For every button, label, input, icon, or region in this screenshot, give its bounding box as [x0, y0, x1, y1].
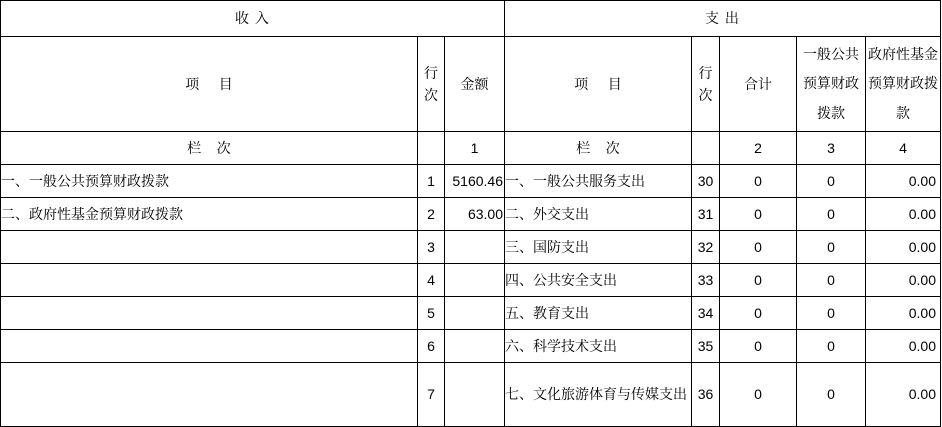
income-row-no-label: 行次 [424, 64, 438, 103]
table-row-row-no: 5 [418, 297, 445, 330]
table-row-income-item: 一、一般公共预算财政拨款 [0, 165, 418, 198]
column-label-2: 栏 次 [505, 132, 692, 165]
table-row-row-no-2: 30 [692, 165, 720, 198]
table-row-row-no-2: 32 [692, 231, 720, 264]
table-row-expense-item: 七、文化旅游体育与传媒支出 [505, 363, 692, 427]
table-row-expense-item: 一、一般公共服务支出 [505, 165, 692, 198]
table-row-general: 0 [797, 297, 866, 330]
table-row-amount: 5160.46 [445, 165, 505, 198]
column-row-blank [418, 132, 445, 165]
column-row-blank-2 [692, 132, 720, 165]
table-row-amount [445, 231, 505, 264]
table-row-fund: 0.00 [866, 165, 941, 198]
table-row-income-item: 二、政府性基金预算财政拨款 [0, 198, 418, 231]
table-row-total: 0 [720, 198, 797, 231]
total-col-no: 2 [720, 132, 797, 165]
table-row-row-no-2: 31 [692, 198, 720, 231]
table-row-row-no: 3 [418, 231, 445, 264]
table-row-general: 0 [797, 264, 866, 297]
table-row-income-item [0, 231, 418, 264]
income-row-no-header [418, 37, 445, 132]
table-row-expense-item: 二、外交支出 [505, 198, 692, 231]
table-row-row-no-2: 36 [692, 363, 720, 427]
table-row-fund: 0.00 [866, 297, 941, 330]
table-row-row-no-2: 33 [692, 264, 720, 297]
column-label: 栏 次 [0, 132, 418, 165]
expense-row-no-header [692, 37, 720, 132]
table-row-expense-item: 三、国防支出 [505, 231, 692, 264]
expense-header: 支 出 [505, 0, 941, 37]
table-row-amount: 63.00 [445, 198, 505, 231]
expense-item-header: 项 目 [505, 37, 692, 132]
table-row-income-item [0, 264, 418, 297]
fund-budget-header: 政府性基金预算财政拨款 [866, 37, 941, 132]
expense-row-no-label: 行次 [698, 64, 713, 103]
table-row-amount [445, 264, 505, 297]
table-row-fund: 0.00 [866, 264, 941, 297]
amount-col-no: 1 [445, 132, 505, 165]
table-row-general: 0 [797, 330, 866, 363]
table-row-row-no-2: 34 [692, 297, 720, 330]
table-row-fund: 0.00 [866, 198, 941, 231]
table-row-income-item [0, 297, 418, 330]
table-row-total: 0 [720, 297, 797, 330]
table-row-general: 0 [797, 363, 866, 427]
table-row-total: 0 [720, 165, 797, 198]
table-row-general: 0 [797, 231, 866, 264]
table-row-row-no: 6 [418, 330, 445, 363]
table-row-fund: 0.00 [866, 231, 941, 264]
income-item-header: 项 目 [0, 37, 418, 132]
table-row-row-no-2: 35 [692, 330, 720, 363]
table-row-expense-item: 六、科学技术支出 [505, 330, 692, 363]
table-row-row-no: 1 [418, 165, 445, 198]
general-budget-header: 一般公共预算财政拨款 [797, 37, 866, 132]
table-row-amount [445, 297, 505, 330]
table-row-total: 0 [720, 330, 797, 363]
table-row-amount [445, 363, 505, 427]
table-row-general: 0 [797, 165, 866, 198]
table-row-row-no: 7 [418, 363, 445, 427]
table-row-fund: 0.00 [866, 363, 941, 427]
table-row-row-no: 4 [418, 264, 445, 297]
table-row-income-item [0, 330, 418, 363]
income-header: 收 入 [0, 0, 505, 37]
table-row-expense-item: 五、教育支出 [505, 297, 692, 330]
table-row-total: 0 [720, 363, 797, 427]
table-row-total: 0 [720, 264, 797, 297]
amount-header: 金额 [445, 37, 505, 132]
table-row-general: 0 [797, 198, 866, 231]
table-row-amount [445, 330, 505, 363]
table-row-income-item [0, 363, 418, 427]
total-header: 合计 [720, 37, 797, 132]
general-col-no: 3 [797, 132, 866, 165]
table-row-row-no: 2 [418, 198, 445, 231]
table-row-total: 0 [720, 231, 797, 264]
table-row-fund: 0.00 [866, 330, 941, 363]
fund-col-no: 4 [866, 132, 941, 165]
table-row-expense-item: 四、公共安全支出 [505, 264, 692, 297]
